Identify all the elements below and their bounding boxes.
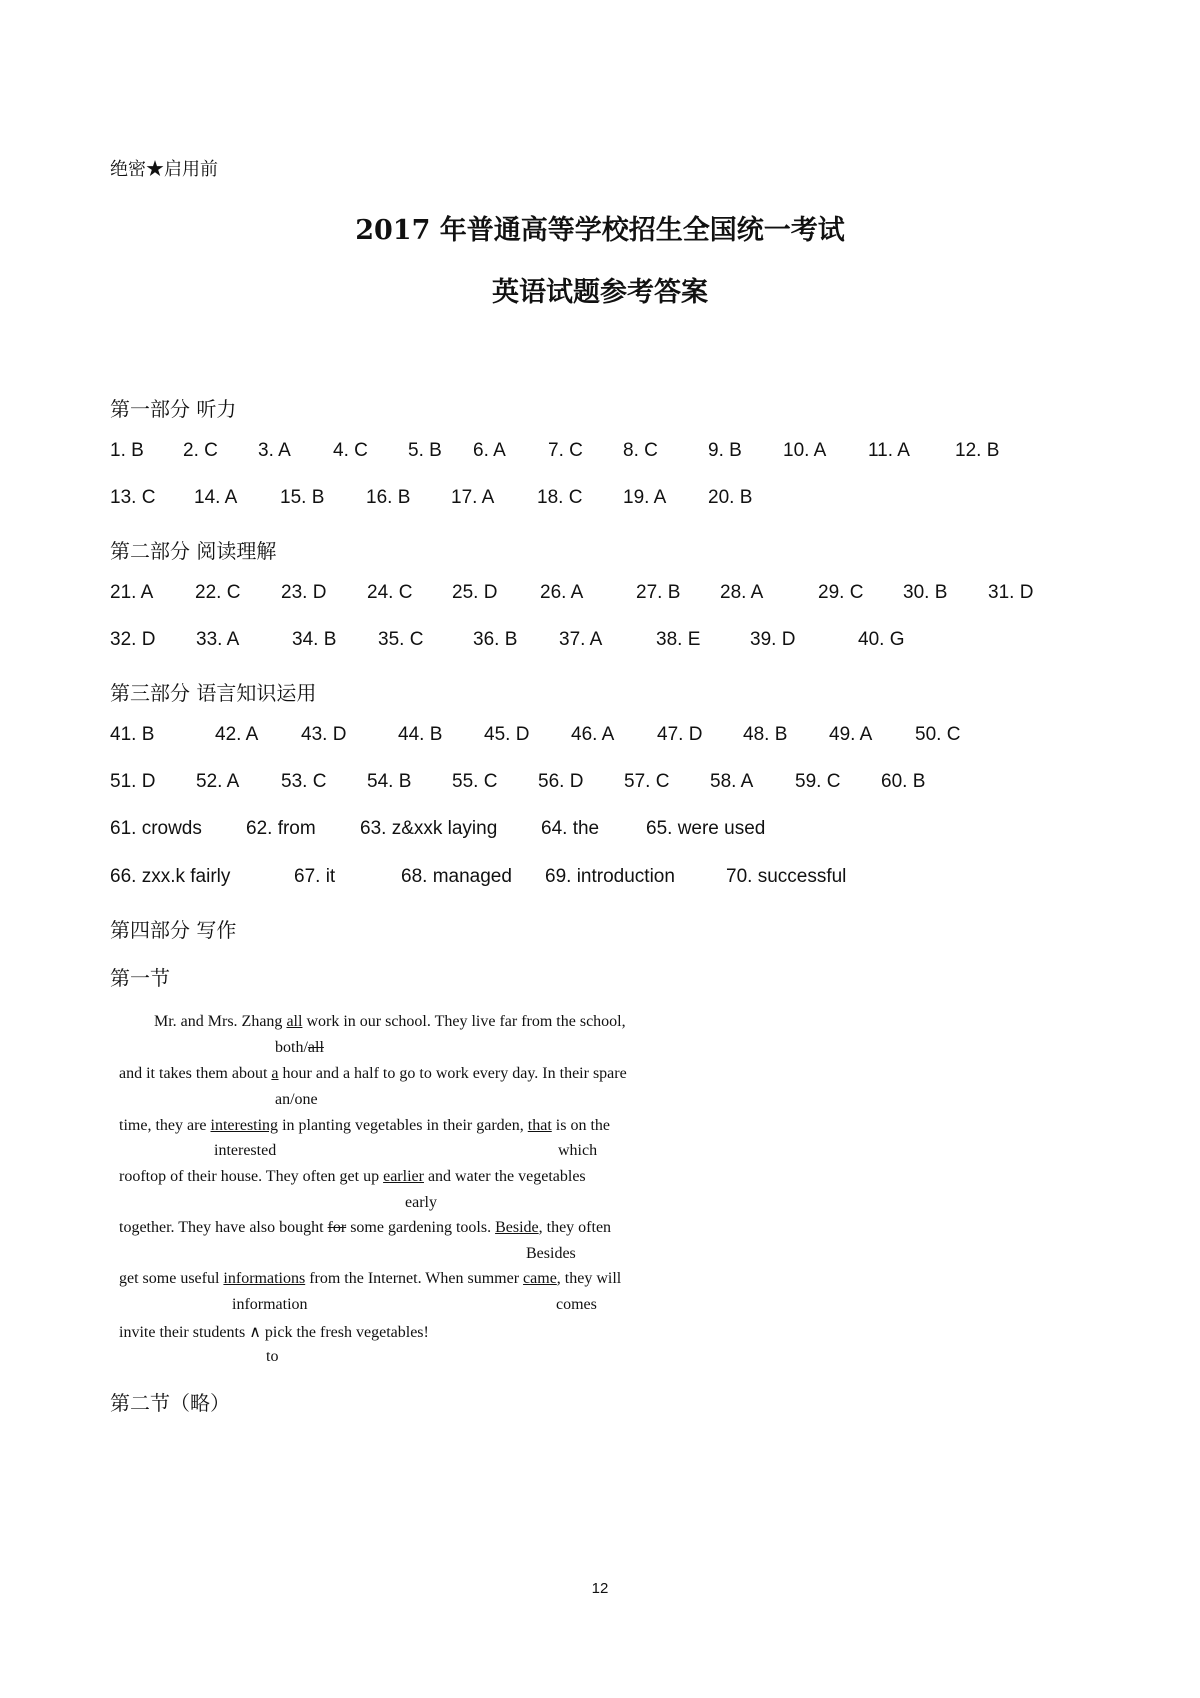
correction-word: to	[266, 1348, 279, 1365]
answer-item: 22. C	[195, 582, 241, 603]
essay-line: get some useful informations from the Internet. When summer came, they will	[119, 1270, 622, 1287]
error-word: that	[527, 1117, 552, 1134]
answer-item: 34. B	[292, 629, 337, 650]
error-word: a	[271, 1065, 279, 1082]
answer-item: 63. z&xxk laying	[360, 818, 498, 839]
part4-heading: 第四部分 写作	[110, 918, 237, 942]
error-word: came	[523, 1270, 557, 1287]
answer-item: 66. zxx.k fairly	[110, 866, 231, 887]
answer-item: 46. A	[571, 724, 615, 745]
answer-item: 27. B	[636, 582, 681, 603]
answer-item: 13. C	[110, 487, 156, 508]
section2-heading: 第二节（略）	[110, 1391, 230, 1415]
answer-item: 4. C	[333, 440, 368, 461]
essay-line: Mr. and Mrs. Zhang all work in our school. They live far from the school,	[154, 1013, 626, 1030]
answer-item: 6. A	[473, 440, 506, 461]
essay-line: invite their students ∧ pick the fresh vegetables!	[119, 1324, 429, 1341]
correction-word: early	[405, 1194, 437, 1211]
answer-item: 56. D	[538, 771, 584, 792]
error-word: earlier	[383, 1168, 424, 1185]
answer-item: 5. B	[408, 440, 442, 461]
answer-item: 24. C	[367, 582, 413, 603]
answer-item: 16. B	[366, 487, 411, 508]
correction-word: information	[232, 1296, 308, 1313]
answer-item: 47. D	[657, 724, 703, 745]
page-number: 12	[591, 1580, 609, 1597]
exam-title: 2017 年普通高等学校招生全国统一考试	[355, 215, 845, 246]
correction-word: interested	[214, 1142, 277, 1159]
answer-item: 57. C	[624, 771, 670, 792]
answer-item: 1. B	[110, 440, 144, 461]
answer-item: 25. D	[452, 582, 498, 603]
answer-item: 41. B	[110, 724, 155, 745]
part3-heading: 第三部分 语言知识运用	[110, 681, 317, 705]
answer-item: 68. managed	[401, 866, 512, 887]
answer-key-title: 英语试题参考答案	[492, 277, 708, 308]
answer-item: 2. C	[183, 440, 218, 461]
essay-line: rooftop of their house. They often get up earlier and water the vegetables	[119, 1168, 586, 1185]
answer-item: 59. C	[795, 771, 841, 792]
part2-heading: 第二部分 阅读理解	[110, 539, 277, 563]
answer-item: 50. C	[915, 724, 961, 745]
answer-item: 54. B	[367, 771, 412, 792]
answer-item: 38. E	[656, 629, 701, 650]
correction-word: Besides	[526, 1245, 576, 1262]
answer-item: 44. B	[398, 724, 443, 745]
answer-item: 43. D	[301, 724, 347, 745]
correction-word: an/one	[275, 1091, 318, 1108]
answer-item: 30. B	[903, 582, 948, 603]
answer-item: 19. A	[623, 487, 667, 508]
answer-item: 29. C	[818, 582, 864, 603]
answer-item: 42. A	[215, 724, 259, 745]
correction-word: both/all	[275, 1039, 324, 1056]
essay-line: time, they are interesting in planting vegetables in their garden, that is on the	[119, 1117, 610, 1134]
essay-line: and it takes them about a hour and a half to go to work every day. In their spare	[119, 1065, 627, 1082]
answer-item: 64. the	[541, 818, 600, 839]
answer-item: 48. B	[743, 724, 788, 745]
answer-item: 31. D	[988, 582, 1034, 603]
answer-item: 36. B	[473, 629, 518, 650]
answer-item: 26. A	[540, 582, 584, 603]
answer-item: 9. B	[708, 440, 742, 461]
answer-item: 39. D	[750, 629, 796, 650]
answer-item: 18. C	[537, 487, 583, 508]
correction-word: comes	[556, 1296, 597, 1313]
answer-item: 55. C	[452, 771, 498, 792]
part1-heading: 第一部分 听力	[110, 397, 237, 421]
answer-item: 49. A	[829, 724, 873, 745]
answer-item: 61. crowds	[110, 818, 202, 839]
answer-item: 69. introduction	[545, 866, 675, 887]
answer-item: 52. A	[196, 771, 240, 792]
answer-item: 7. C	[548, 440, 583, 461]
answer-item: 8. C	[623, 440, 658, 461]
deleted-word: for	[327, 1219, 347, 1236]
answer-item: 67. it	[294, 866, 336, 887]
deleted-word: all	[307, 1039, 324, 1056]
answer-item: 28. A	[720, 582, 764, 603]
answer-item: 33. A	[196, 629, 240, 650]
error-word: informations	[223, 1270, 306, 1287]
answer-item: 23. D	[281, 582, 327, 603]
answer-item: 11. A	[868, 440, 910, 461]
answer-item: 53. C	[281, 771, 327, 792]
confidential-label: 绝密★启用前	[110, 159, 218, 180]
error-word: interesting	[210, 1117, 279, 1134]
answer-item: 60. B	[881, 771, 926, 792]
essay-line: together. They have also bought for some gardening tools. Beside, they often	[119, 1219, 612, 1236]
answer-item: 40. G	[858, 629, 905, 650]
answer-item: 70. successful	[726, 866, 847, 887]
answer-item: 10. A	[783, 440, 827, 461]
answer-item: 14. A	[194, 487, 238, 508]
answer-item: 3. A	[258, 440, 291, 461]
error-word: all	[286, 1013, 303, 1030]
correction-word: which	[558, 1142, 598, 1159]
answer-item: 45. D	[484, 724, 530, 745]
answer-item: 51. D	[110, 771, 156, 792]
answer-item: 15. B	[280, 487, 325, 508]
answer-item: 58. A	[710, 771, 754, 792]
error-word: Beside	[495, 1219, 539, 1236]
answer-item: 21. A	[110, 582, 154, 603]
answer-item: 65. were used	[646, 818, 766, 839]
answer-item: 17. A	[451, 487, 495, 508]
section1-heading: 第一节	[110, 966, 170, 990]
answer-item: 20. B	[708, 487, 753, 508]
answer-item: 37. A	[559, 629, 603, 650]
answer-item: 35. C	[378, 629, 424, 650]
answer-item: 32. D	[110, 629, 156, 650]
answer-item: 62. from	[246, 818, 316, 839]
answer-item: 12. B	[955, 440, 1000, 461]
